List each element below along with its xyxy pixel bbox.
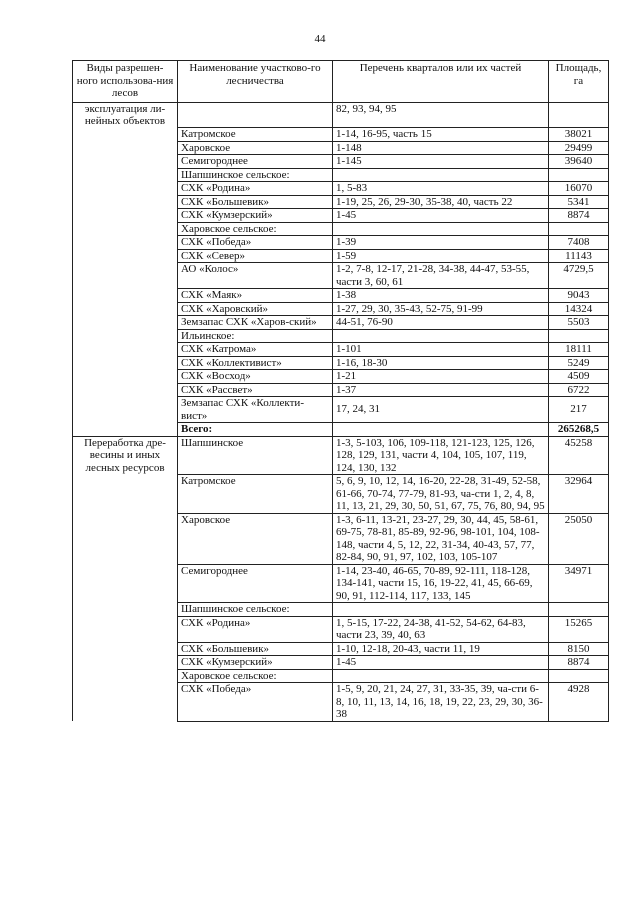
area-cell: 265268,5 (549, 423, 609, 437)
use-type-cell-empty (73, 302, 178, 316)
table-row (73, 316, 609, 330)
use-type-cell: Переработка дре-весины и иных лесных ресурсов (73, 436, 178, 475)
header-forestry-name: Наименование участково-го лесничества (178, 61, 333, 103)
use-type-cell-empty (73, 195, 178, 209)
table-row (73, 236, 609, 250)
quarters-list-cell (333, 603, 549, 617)
forestry-name-cell (178, 102, 333, 128)
forestry-name-cell: Харовское сельское: (178, 669, 333, 683)
table-row (73, 513, 609, 564)
use-type-cell-empty (73, 316, 178, 330)
table-row (73, 222, 609, 236)
quarters-list-cell: 1-14, 23-40, 46-65, 70-89, 92-111, 118-128, 134-141, части 15, 16, 19-22, 41, 45, 66-69, 90, 91, 112-114, 117, 133, 145 (333, 564, 549, 603)
use-type-cell-empty (73, 370, 178, 384)
forestry-name-cell: Всего: (178, 423, 333, 437)
quarters-list-cell (333, 222, 549, 236)
use-type-cell-empty (73, 683, 178, 722)
use-type-cell-empty (73, 222, 178, 236)
table-row (73, 289, 609, 303)
quarters-list-cell: 1-59 (333, 249, 549, 263)
area-cell: 29499 (549, 141, 609, 155)
forestry-name-cell: СХК «Катрома» (178, 343, 333, 357)
forestry-name-cell: СХК «Харовский» (178, 302, 333, 316)
quarters-list-cell: 5, 6, 9, 10, 12, 14, 16-20, 22-28, 31-49, 52-58, 61-66, 70-74, 77-79, 81-93, ча-сти 1, 2, 4, 8, 11, 13, 21, 29, 30, 50, 51, 67, 75, 76, 80, 94, 95 (333, 475, 549, 514)
table-header-row (73, 61, 609, 103)
quarters-list-cell: 1-37 (333, 383, 549, 397)
use-type-cell-empty (73, 263, 178, 289)
table-row (73, 195, 609, 209)
forestry-name-cell: Семигороднее (178, 155, 333, 169)
use-type-cell-empty (73, 329, 178, 343)
table-row (73, 436, 609, 475)
area-cell: 34971 (549, 564, 609, 603)
use-type-cell-empty (73, 475, 178, 514)
quarters-list-cell: 1-14, 16-95, часть 15 (333, 128, 549, 142)
area-cell (549, 603, 609, 617)
table-row (73, 656, 609, 670)
forestry-name-cell: Катромское (178, 128, 333, 142)
quarters-list-cell: 1-27, 29, 30, 35-43, 52-75, 91-99 (333, 302, 549, 316)
table-row (73, 603, 609, 617)
quarters-list-cell: 1-16, 18-30 (333, 356, 549, 370)
area-cell: 9043 (549, 289, 609, 303)
table-row (73, 329, 609, 343)
area-cell: 217 (549, 397, 609, 423)
area-cell: 5503 (549, 316, 609, 330)
quarters-list-cell: 1-10, 12-18, 20-43, части 11, 19 (333, 642, 549, 656)
forestry-name-cell: СХК «Родина» (178, 616, 333, 642)
quarters-list-cell: 1-3, 6-11, 13-21, 23-27, 29, 30, 44, 45, 58-61, 69-75, 78-81, 85-89, 92-96, 98-101, 104, 108-148, части 4, 5, 12, 22, 31-34, 40-43, 57, 77, 82-84, 90, 91, 97, 102, 103, 105-107 (333, 513, 549, 564)
area-cell: 8874 (549, 209, 609, 223)
use-type-cell-empty (73, 656, 178, 670)
table-row (73, 669, 609, 683)
table-row (73, 383, 609, 397)
use-type-cell-empty (73, 128, 178, 142)
area-cell (549, 168, 609, 182)
use-type-cell: эксплуатация ли-нейных объектов (73, 102, 178, 128)
use-type-cell-empty (73, 249, 178, 263)
quarters-list-cell: 44-51, 76-90 (333, 316, 549, 330)
area-cell: 7408 (549, 236, 609, 250)
quarters-list-cell (333, 669, 549, 683)
table-row (73, 475, 609, 514)
forestry-name-cell: Ильинское: (178, 329, 333, 343)
forestry-name-cell: Харовское (178, 513, 333, 564)
area-cell: 8874 (549, 656, 609, 670)
quarters-list-cell: 1-148 (333, 141, 549, 155)
use-type-cell-empty (73, 155, 178, 169)
area-cell: 5249 (549, 356, 609, 370)
forestry-name-cell: Катромское (178, 475, 333, 514)
use-type-cell-empty (73, 289, 178, 303)
area-cell: 11143 (549, 249, 609, 263)
forestry-name-cell: АО «Колос» (178, 263, 333, 289)
quarters-list-cell: 1-38 (333, 289, 549, 303)
quarters-list-cell: 1, 5-83 (333, 182, 549, 196)
table-row (73, 209, 609, 223)
quarters-list-cell: 1-39 (333, 236, 549, 250)
use-type-cell-empty (73, 182, 178, 196)
quarters-list-cell: 1-2, 7-8, 12-17, 21-28, 34-38, 44-47, 53-55, части 3, 60, 61 (333, 263, 549, 289)
table-row (73, 564, 609, 603)
area-cell: 16070 (549, 182, 609, 196)
forestry-name-cell: Шапшинское сельское: (178, 168, 333, 182)
quarters-list-cell (333, 423, 549, 437)
area-cell: 38021 (549, 128, 609, 142)
forestry-name-cell: СХК «Рассвет» (178, 383, 333, 397)
table-row (73, 356, 609, 370)
use-type-cell-empty (73, 564, 178, 603)
use-type-cell-empty (73, 236, 178, 250)
area-cell: 6722 (549, 383, 609, 397)
quarters-list-cell: 1-3, 5-103, 106, 109-118, 121-123, 125, 126, 128, 129, 131, части 4, 104, 105, 107, 119, 124, 130, 132 (333, 436, 549, 475)
forestry-name-cell: Шапшинское (178, 436, 333, 475)
forestry-name-cell: Харовское (178, 141, 333, 155)
forestry-name-cell: СХК «Восход» (178, 370, 333, 384)
area-cell: 4928 (549, 683, 609, 722)
forestry-name-cell: СХК «Коллективист» (178, 356, 333, 370)
use-type-cell-empty (73, 356, 178, 370)
forestry-name-cell: СХК «Кумзерский» (178, 209, 333, 223)
quarters-list-cell: 1-5, 9, 20, 21, 24, 27, 31, 33-35, 39, ча-сти 6-8, 10, 11, 13, 14, 16, 18, 19, 22, 23, 29, 30, 36-38 (333, 683, 549, 722)
area-cell: 8150 (549, 642, 609, 656)
forestry-name-cell: СХК «Победа» (178, 683, 333, 722)
table-row (73, 423, 609, 437)
use-type-cell-empty (73, 141, 178, 155)
quarters-list-cell (333, 329, 549, 343)
forestry-name-cell: Земзапас СХК «Коллекти-вист» (178, 397, 333, 423)
forestry-name-cell: СХК «Родина» (178, 182, 333, 196)
forestry-name-cell: СХК «Большевик» (178, 195, 333, 209)
table-row (73, 397, 609, 423)
use-type-cell-empty (73, 669, 178, 683)
quarters-list-cell: 17, 24, 31 (333, 397, 549, 423)
table-row (73, 616, 609, 642)
forestry-name-cell: СХК «Победа» (178, 236, 333, 250)
area-cell: 45258 (549, 436, 609, 475)
area-cell (549, 102, 609, 128)
table-row (73, 683, 609, 722)
area-cell: 15265 (549, 616, 609, 642)
quarters-list-cell: 1-45 (333, 209, 549, 223)
use-type-cell-empty (73, 397, 178, 423)
forestry-name-cell: СХК «Большевик» (178, 642, 333, 656)
use-type-cell-empty (73, 343, 178, 357)
area-cell: 4509 (549, 370, 609, 384)
table-row (73, 343, 609, 357)
area-cell: 18111 (549, 343, 609, 357)
table-row (73, 370, 609, 384)
area-cell (549, 222, 609, 236)
forestry-name-cell: Харовское сельское: (178, 222, 333, 236)
table-row (73, 302, 609, 316)
header-quarters-list: Перечень кварталов или их частей (333, 61, 549, 103)
use-type-cell-empty (73, 209, 178, 223)
forestry-name-cell: СХК «Кумзерский» (178, 656, 333, 670)
area-cell: 4729,5 (549, 263, 609, 289)
use-type-cell-empty (73, 603, 178, 617)
header-use-type: Виды разрешен-ного использова-ния лесов (73, 61, 178, 103)
quarters-list-cell: 1-45 (333, 656, 549, 670)
table-row (73, 263, 609, 289)
use-type-cell-empty (73, 642, 178, 656)
area-cell: 25050 (549, 513, 609, 564)
quarters-list-cell: 1-101 (333, 343, 549, 357)
forestry-name-cell: СХК «Север» (178, 249, 333, 263)
header-area: Площадь, га (549, 61, 609, 103)
page-number: 44 (314, 33, 326, 45)
use-type-cell-empty (73, 423, 178, 437)
area-cell: 14324 (549, 302, 609, 316)
forestry-name-cell: Земзапас СХК «Харов-ский» (178, 316, 333, 330)
table-row (73, 249, 609, 263)
table-row (73, 168, 609, 182)
forestry-name-cell: СХК «Маяк» (178, 289, 333, 303)
table-row (73, 141, 609, 155)
use-type-cell-empty (73, 168, 178, 182)
use-type-cell-empty (73, 383, 178, 397)
quarters-list-cell: 1-145 (333, 155, 549, 169)
table-row (73, 128, 609, 142)
use-type-cell-empty (73, 616, 178, 642)
quarters-list-cell (333, 168, 549, 182)
area-cell: 5341 (549, 195, 609, 209)
table-row (73, 182, 609, 196)
area-cell (549, 669, 609, 683)
use-type-cell-empty (73, 513, 178, 564)
quarters-list-cell: 1, 5-15, 17-22, 24-38, 41-52, 54-62, 64-83, части 23, 39, 40, 63 (333, 616, 549, 642)
quarters-list-cell: 1-19, 25, 26, 29-30, 35-38, 40, часть 22 (333, 195, 549, 209)
table-row (73, 102, 609, 128)
forestry-name-cell: Семигороднее (178, 564, 333, 603)
area-cell: 39640 (549, 155, 609, 169)
table-row (73, 642, 609, 656)
table-row (73, 155, 609, 169)
permitted-use-table (72, 60, 609, 722)
quarters-list-cell: 82, 93, 94, 95 (333, 102, 549, 128)
area-cell (549, 329, 609, 343)
area-cell: 32964 (549, 475, 609, 514)
forestry-name-cell: Шапшинское сельское: (178, 603, 333, 617)
quarters-list-cell: 1-21 (333, 370, 549, 384)
